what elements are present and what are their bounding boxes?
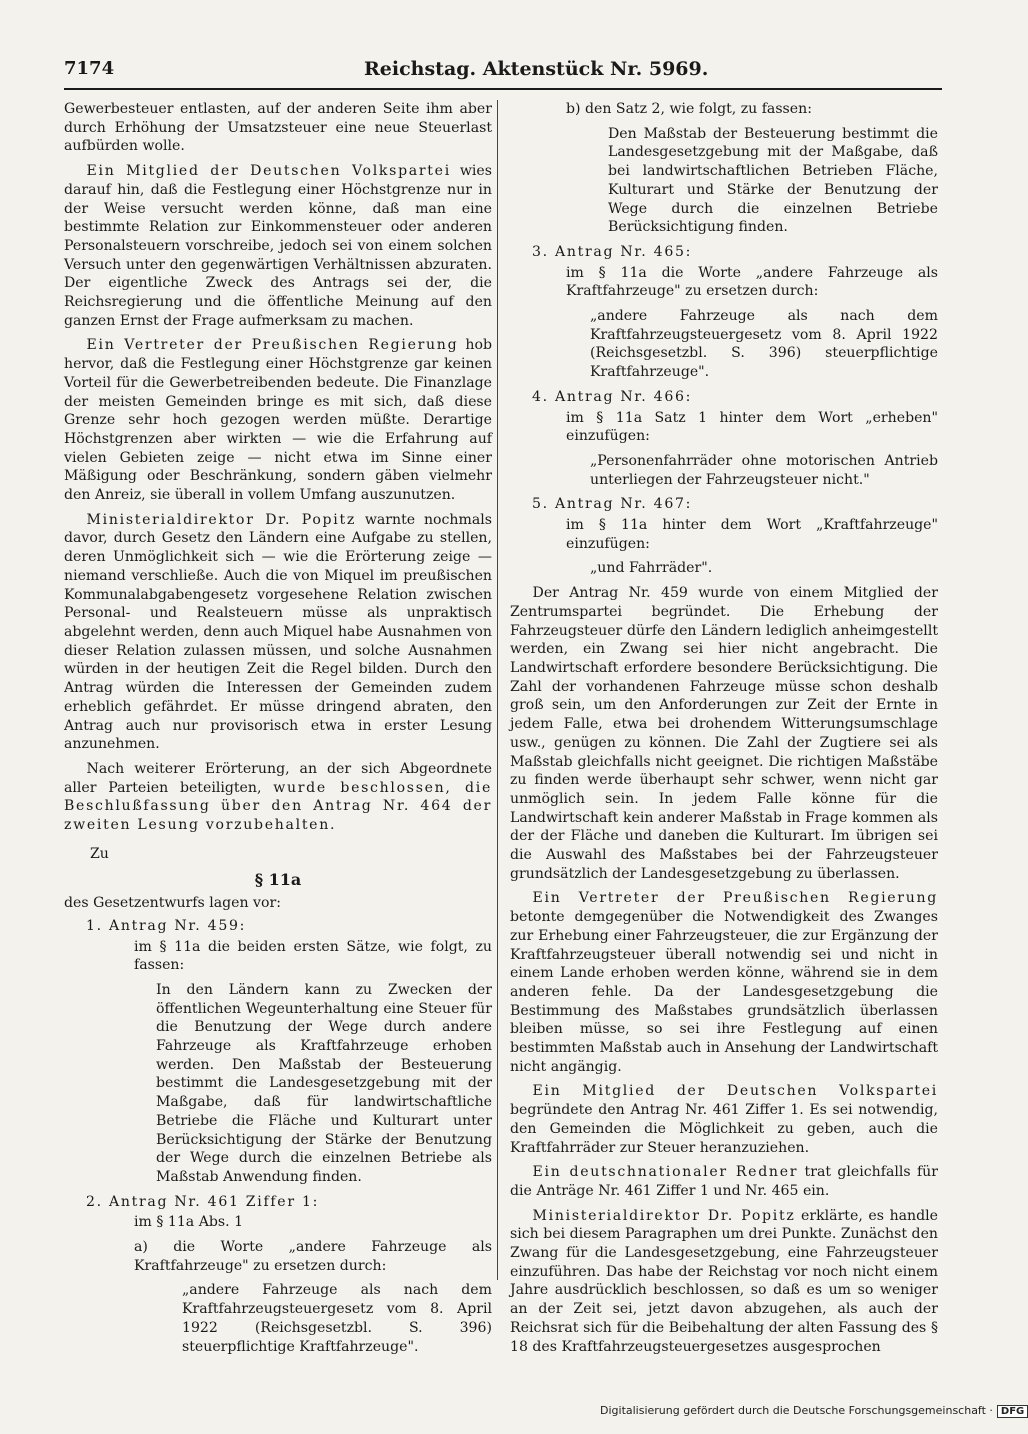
section-heading: § 11a <box>254 870 302 890</box>
motion-text: „und Fahrräder". <box>590 560 713 577</box>
paragraph: Gewerbesteuer entlasten, auf der anderen Seite ihm aber durch Erhöhung der Umsatzsteuer eine neue Steuerlast aufbürden wolle. <box>64 101 492 155</box>
motion-text: In den Ländern kann zu Zwecken der öffentlichen Wegeunterhaltung eine Steuer für die Benutzung der Wege durch andere Fahrzeuge als Kraftfahrzeuge erhoben werden. Den Maßstab der Besteuerung bestimmt die Landesgesetzgebung mit der Maßgabe, daß für landwirtschaftliche Betriebe die Fläche und Kulturart unter Berücksichtigung der Stärke der Benutzung der Wege durch die einzelnen Betriebe als Maßstab Anwendung finden. <box>156 981 492 1185</box>
paragraph <box>510 1163 938 1200</box>
motion-label: 4. Antrag Nr. 466: <box>532 388 693 405</box>
motion-label: 3. Antrag Nr. 465: <box>532 243 693 260</box>
paragraph <box>64 511 492 754</box>
motion-intro: im § 11a Satz 1 hinter dem Wort „erheben" einzufügen: <box>566 409 938 445</box>
motion-intro: im § 11a hinter dem Wort „Kraftfahrzeuge" einzufügen: <box>566 517 938 552</box>
motion-intro: im § 11a Abs. 1 <box>134 1214 244 1231</box>
paragraph-text: erklärte, es handle sich bei diesem Paragraphen um drei Punkte. Zunächst den Zwang für die Landesgesetzgebung, eine Fahrzeugsteuer einzuführen. Das habe der Reichstag vor noch nicht einem Jahre ausdrücklich beschlossen, so daß es um so weniger an der Zeit sei, jetzt davon abzugehen, als auch der Reichsrat sich für die Beibehaltung der alten Fassung des § 18 des Kraftfahrzeugsteuergesetzes ausgesprochen <box>510 1207 938 1355</box>
digitization-credit <box>600 1404 1025 1418</box>
paragraph <box>64 336 492 504</box>
paragraph <box>64 162 492 330</box>
dfg-logo-icon: DFG <box>997 1405 1028 1418</box>
paragraph <box>510 1082 938 1157</box>
column-divider <box>497 100 498 1280</box>
paragraph-text: hob hervor, daß die Festlegung einer Höchstgrenze gar keinen Vorteil für die Gewerbetreibenden bedeute. Die Finanzlage der meisten Gemeinden bringe es mit sich, daß diese Grenze sehr hoch gezogen werden müßte. Derartige Höchstgrenzen aber wirkten — wie die Erfahrung auf vielen Gebieten zeige — nicht etwa im Sinne einer Mäßigung oder Beschränkung, sondern gäben vielmehr den Anreiz, sie überall in vollem Umfang auszunutzen. <box>64 337 492 504</box>
page-header <box>64 58 942 90</box>
speaker: Ein deutschnationaler Redner <box>532 1164 799 1181</box>
paragraph <box>510 889 938 1076</box>
paragraph-text: trat gleichfalls für die Anträge Nr. 461 Ziffer 1 und Nr. 465 ein. <box>510 1164 938 1199</box>
right-column <box>510 100 938 1355</box>
motion-intro: im § 11a die beiden ersten Sätze, wie folgt, zu fassen: <box>134 938 492 974</box>
speaker: Ministerialdirektor Dr. Popitz <box>532 1207 796 1224</box>
paragraph-text: wies darauf hin, daß die Festlegung einer Höchstgrenze nur in der Weise versucht werden könne, daß man eine bestimmte Relation zur Einkommensteuer oder anderen Personalsteuern vorschreibe, jedoch sei von einem solchen Versuch unter den gegenwärtigen Verhältnissen abzuraten. Der eigentliche Zweck des Antrags sei der, die Reichsregierung und die öffentliche Meinung auf den ganzen Ernst der Frage aufmerksam zu machen. <box>64 163 493 329</box>
left-column <box>64 100 493 1355</box>
paragraph-text: betonte demgegenüber die Notwendigkeit des Zwanges zur Erhebung einer Fahrzeugsteuer, die zur Ergänzung der Kraftfahrzeugsteuer überall notwendig sei und nicht in einem Lande erhoben werden könne, während sie in dem anderen fehle. Da der Landesgesetzgebung die Bestimmung des Maßstabes grundsätzlich überlassen bleiben müsse, so sei ihre Festlegung auf einen bestimmten Maßstab auch in Ansehung der Landwirtschaft nicht angängig. <box>510 909 938 1075</box>
motion-label: 5. Antrag Nr. 467: <box>532 496 693 513</box>
motion-text: „Personenfahrräder ohne motorischen Antrieb unterliegen der Fahrzeugsteuer nicht." <box>590 452 938 488</box>
speaker: Ein Mitglied der Deutschen Volkspartei <box>532 1083 938 1100</box>
speaker: Ein Mitglied der Deutschen Volkspartei <box>86 163 451 180</box>
resolution-text: wurde beschlossen, die Beschlußfassung über den Antrag Nr. 464 der zweiten Lesung vorzubehalten. <box>64 779 492 834</box>
credit-text: Digitalisierung gefördert durch die Deutsche Forschungsgemeinschaft · <box>600 1404 993 1417</box>
paragraph-text: warnte nochmals davor, durch Gesetz den Ländern eine Aufgabe zu stellen, deren Unmöglichkeit sich — wie die Erörterung zeige — niemand verschließe. Auch die von Miquel im preußischen Kommunalabgabengesetz vorgesehene Relation zwischen Personal- und Realsteuern müsse als unpraktisch abgelehnt werden, denn auch Miquel habe Ausnahmen von dieser Relation zulassen müssen, und solche Ausnahmen würden in der heutigen Zeit die Regel bilden. Durch den Antrag würden die Interessen der Gemeinden zudem erheblich gefährdet. Er müsse dringend abraten, den Antrag auch nur provisorisch etwa in erster Lesung anzunehmen. <box>64 511 492 753</box>
motion-label: 2. Antrag Nr. 461 Ziffer 1: <box>86 1193 320 1210</box>
motion-text: Den Maßstab der Besteuerung bestimmt die Landesgesetzgebung mit der Maßgabe, daß bei landwirtschaftlichen Betrieben Fläche, Kulturart und Stärke der Benutzung der Wege durch die einzelnen Betriebe Berücksichtigung finden. <box>608 125 938 236</box>
paragraph-text: Nach weiterer Erörterung, an der sich Abgeordnete aller Parteien beteiligten, <box>64 760 492 796</box>
lagen-text: des Gesetzentwurfs lagen vor: <box>64 895 281 912</box>
motion-intro: im § 11a die Worte „andere Fahrzeuge als Kraftfahrzeuge" zu ersetzen durch: <box>566 264 938 300</box>
motion-subitem: a) die Worte „andere Fahrzeuge als Kraftfahrzeuge" zu ersetzen durch: <box>134 1239 492 1274</box>
running-title: Reichstag. Aktenstück Nr. 5969. <box>364 58 709 80</box>
paragraph-text: begründete den Antrag Nr. 461 Ziffer 1. Es sei notwendig, den Gemeinden die Möglichkeit zu geben, auch die Kraftfahrräder zur Steuer heranzuziehen. <box>510 1102 938 1156</box>
motion-text: „andere Fahrzeuge als nach dem Kraftfahrzeugsteuergesetz vom 8. April 1922 (Reichsgesetzbl. S. 396) steuerpflichtige Kraftfahrzeuge". <box>182 1282 492 1355</box>
speaker: Ein Vertreter der Preußischen Regierung <box>532 890 938 907</box>
speaker: Ein Vertreter der Preußischen Regierung <box>86 337 459 354</box>
paragraph <box>510 1207 938 1357</box>
motion-text: „andere Fahrzeuge als nach dem Kraftfahrzeugsteuergesetz vom 8. April 1922 (Reichsgesetzbl. S. 396) steuerpflichtige Kraftfahrzeuge". <box>590 308 938 381</box>
paragraph: Der Antrag Nr. 459 wurde von einem Mitglied der Zentrumspartei begründet. Die Erhebung der Fahrzeugsteuer dürfe den Ländern lediglich anheimgestellt werden, ein Zwang sei hier nicht angebracht. Die Landwirtschaft erfordere besondere Berücksichtigung. Die Zahl der vorhandenen Fahrzeuge müsse schon deshalb groß sein, um den Anforderungen zur Zeit der Ernte in jedem Falle, etwa bei drohendem Witterungsumschlage usw., genügen zu können. Die Zahl der Zugtiere sei als Maßstab gleichfalls nicht geeignet. Die richtigen Maßstäbe zu finden werde überhaupt sehr schwer, wenn nicht gar unmöglich sein. In jedem Falle könne für die Landwirtschaft kein anderer Maßstab in Frage kommen als der der Fläche und daneben die Kulturart. Im übrigen sei die Auswahl des Maßstabes bei der Fahrzeugsteuer grundsätzlich der Landesgesetzgebung zu überlassen. <box>510 585 938 882</box>
zu-label: Zu <box>90 845 109 862</box>
page-number: 7174 <box>64 58 115 79</box>
speaker: Ministerialdirektor Dr. Popitz <box>86 511 356 528</box>
motion-subitem: b) den Satz 2, wie folgt, zu fassen: <box>566 101 812 117</box>
paragraph <box>64 760 492 835</box>
motion-label: 1. Antrag Nr. 459: <box>86 917 247 934</box>
